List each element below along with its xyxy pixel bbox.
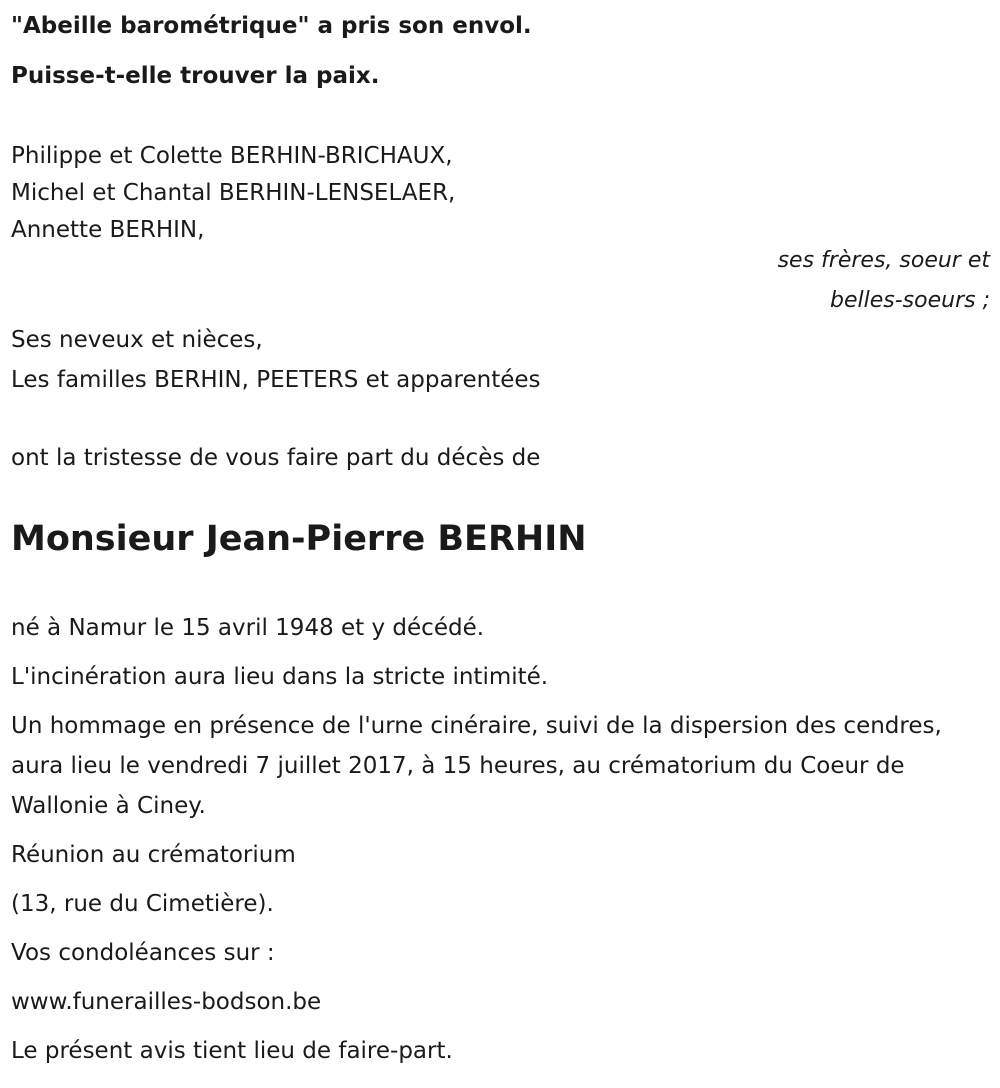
- condolences-label: Vos condoléances sur :: [11, 940, 275, 966]
- quote-line-1: "Abeille barométrique" a pris son envol.: [11, 13, 532, 39]
- condolences-website-link[interactable]: www.funerailles-bodson.be: [11, 989, 322, 1015]
- details-section: [11, 608, 986, 1080]
- relatives-line-1: Ses neveux et nièces,: [11, 327, 263, 353]
- cremation-info: L'incinération aura lieu dans la stricte intimité.: [11, 664, 549, 690]
- family-relation: [778, 241, 990, 321]
- family-list: [11, 138, 455, 249]
- deceased-name: Monsieur Jean-Pierre BERHIN: [11, 519, 587, 559]
- relation-line-2: belles-soeurs ;: [830, 288, 990, 313]
- family-member-2: Michel et Chantal BERHIN-LENSELAER,: [11, 180, 456, 206]
- birth-info: né à Namur le 15 avril 1948 et y décédé.: [11, 615, 485, 641]
- relatives-line-2: Les familles BERHIN, PEETERS et apparentées: [11, 367, 541, 393]
- meeting-info: Réunion au crématorium: [11, 842, 296, 868]
- address-info: (13, rue du Cimetière).: [11, 891, 274, 917]
- notice-info: Le présent avis tient lieu de faire-part.: [11, 1038, 453, 1064]
- family-member-1: Philippe et Colette BERHIN-BRICHAUX,: [11, 143, 453, 169]
- family-member-3: Annette BERHIN,: [11, 217, 205, 243]
- relatives-list: [11, 320, 541, 400]
- quote-line-2: Puisse-t-elle trouver la paix.: [11, 63, 380, 89]
- tribute-info: Un hommage en présence de l'urne cinéraire, suivi de la dispersion des cendres, aura lieu le vendredi 7 juillet 2017, à 15 heures, au crématorium du Coeur de Wallonie à Ciney.: [11, 713, 942, 819]
- relation-line-1: ses frères, soeur et: [777, 248, 990, 273]
- announcement-text: ont la tristesse de vous faire part du décès de: [11, 445, 541, 471]
